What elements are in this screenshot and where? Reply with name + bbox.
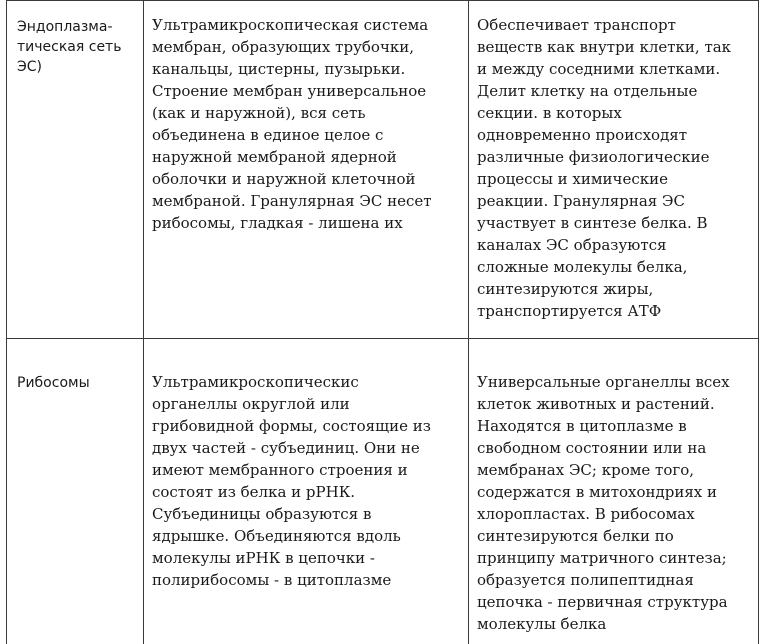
structure-cell [144,1,469,339]
function-cell [469,339,759,644]
structure-description: Ультрамикроскопическая система мембран, образующих трубочки, канальцы, цистерны, пузырьки. Строение мембран универсальное (как и наружной), вся сеть объединена в единое целое с наружной мембраной ядерной оболочки и наружной клеточной мембраной. Гранулярная ЭС несет рибосомы, гладкая - лишена их [152,16,432,232]
organelle-name-cell [7,339,144,644]
table-row-endoplasmic-reticulum [7,1,759,339]
function-cell [469,1,759,339]
organelle-name: Рибосомы [17,375,90,391]
function-description: Универсальные органеллы всех клеток животных и растений. Находятся в цитоплазме в свободном состоянии или на мембранах ЭС; кроме того, содержатся в митохондриях и хлоропластах. В рибосомах синтезируются белки по принципу матричного синтеза; образуется полипептидная цепочка - первичная структура молекулы белка [477,373,730,633]
organelle-name-cell [7,1,144,339]
organelle-table [6,0,759,644]
organelle-name: Эндоплазма- тическая сеть ЭС) [17,19,122,75]
table-row-ribosomes [7,339,759,644]
organelle-table-container [6,0,760,644]
function-description: Обеспечивает транспорт веществ как внутри клетки, так и между соседними клетками. Делит клетку на отдельные секции. в которых одновременно происходят различные физиологические процессы и химические реакции. Гранулярная ЭС участвует в синтезе белка. В каналах ЭС образуются сложные молекулы белка, синтезируются жиры, транспортируется АТФ [477,16,732,320]
structure-cell [144,339,469,644]
structure-description: Ультрамикроскопическис органеллы округлой или грибовидной формы, состоящие из двух частей - субъединиц. Они не имеют мембранного строения и состоят из белка и рРНК. Субъединицы образуются в ядрышке. Объединяются вдоль молекулы иРНК в цепочки - полирибосомы - в цитоплазме [152,373,431,589]
